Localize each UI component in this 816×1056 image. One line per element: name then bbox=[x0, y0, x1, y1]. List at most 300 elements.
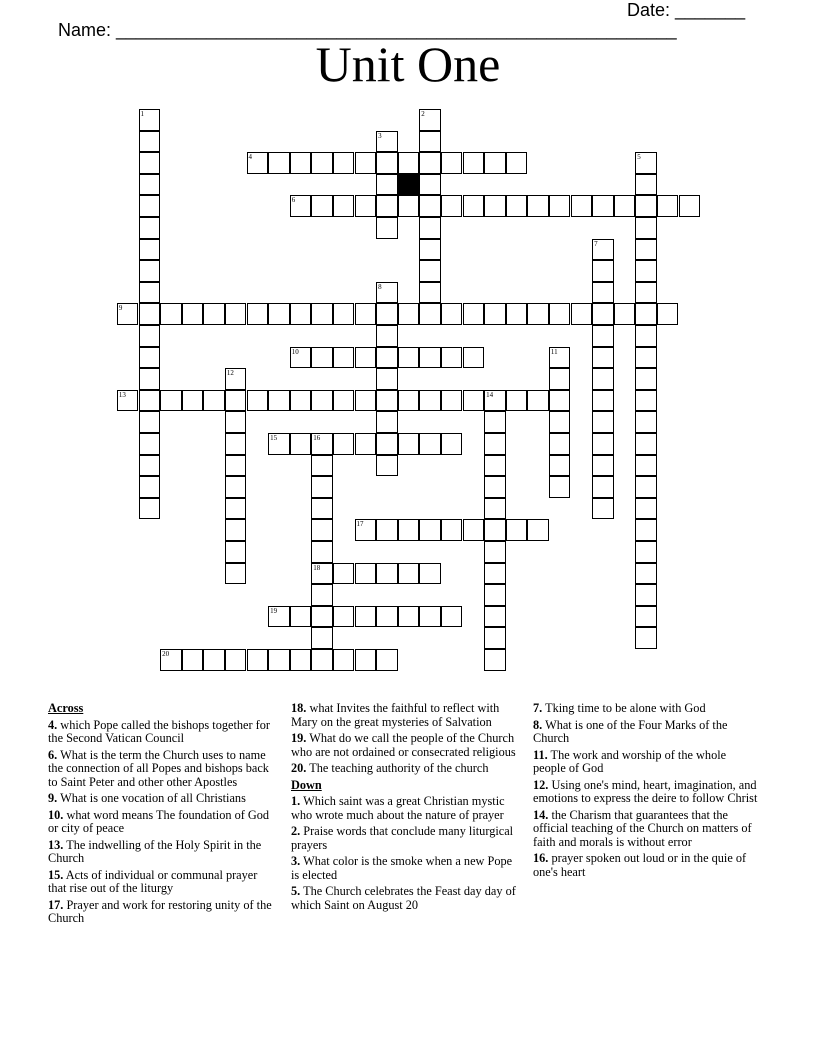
grid-cell[interactable] bbox=[398, 347, 420, 369]
grid-cell[interactable] bbox=[419, 109, 441, 131]
clue-number: 14 bbox=[486, 390, 494, 399]
grid-cell[interactable] bbox=[592, 498, 614, 520]
grid-cell[interactable] bbox=[311, 649, 333, 671]
grid-cell[interactable] bbox=[225, 498, 247, 520]
page-title: Unit One bbox=[315, 36, 501, 92]
clue-item-text: Tking time to be alone with God bbox=[542, 701, 706, 715]
grid-cell[interactable] bbox=[592, 260, 614, 282]
grid-cell[interactable] bbox=[311, 563, 333, 585]
grid-cell[interactable] bbox=[311, 455, 333, 477]
grid-cell[interactable] bbox=[419, 260, 441, 282]
grid-cell[interactable] bbox=[225, 563, 247, 585]
clue-item-text: What is the term the Church uses to name the connection of all Popes and bishops back to Saint Peter and other other Apostles bbox=[48, 747, 269, 789]
clue-item bbox=[291, 885, 519, 912]
grid-cell[interactable] bbox=[398, 390, 420, 412]
grid-cell[interactable] bbox=[225, 455, 247, 477]
grid-cell[interactable] bbox=[311, 152, 333, 174]
grid-cell[interactable] bbox=[657, 303, 679, 325]
clue-item-text: Praise words that conclude many liturgical prayers bbox=[291, 824, 514, 852]
grid-cell[interactable] bbox=[311, 347, 333, 369]
grid-cell[interactable] bbox=[484, 455, 506, 477]
grid-cell[interactable] bbox=[635, 541, 657, 563]
clue-item-number: 2. bbox=[291, 824, 301, 838]
grid-cell[interactable] bbox=[311, 627, 333, 649]
grid-cell[interactable] bbox=[419, 519, 441, 541]
clue-item bbox=[533, 702, 761, 716]
grid-cell[interactable] bbox=[139, 455, 161, 477]
clue-number: 4 bbox=[248, 153, 252, 162]
grid-cell[interactable] bbox=[160, 390, 182, 412]
grid-cell[interactable] bbox=[311, 195, 333, 217]
clue-item bbox=[48, 869, 276, 896]
grid-cell[interactable] bbox=[139, 195, 161, 217]
grid-cell[interactable] bbox=[376, 411, 398, 433]
clue-item-number: 8. bbox=[533, 717, 543, 732]
clue-item bbox=[48, 749, 276, 790]
grid-cell[interactable] bbox=[225, 519, 247, 541]
grid-cell[interactable] bbox=[635, 476, 657, 498]
grid-cell[interactable] bbox=[484, 563, 506, 585]
clue-item bbox=[533, 749, 761, 776]
grid-cell[interactable] bbox=[311, 390, 333, 412]
grid-cell[interactable] bbox=[549, 433, 571, 455]
clue-item bbox=[291, 795, 519, 822]
grid-cell[interactable] bbox=[268, 606, 290, 628]
grid-cell[interactable] bbox=[139, 347, 161, 369]
clue-item-number: 6. bbox=[48, 747, 58, 762]
grid-cell[interactable] bbox=[139, 390, 161, 412]
clue-item-text: The Church celebrates the Feast day day of which Saint on August 20 bbox=[291, 884, 516, 912]
grid-cell[interactable] bbox=[290, 347, 312, 369]
grid-cell[interactable] bbox=[290, 195, 312, 217]
grid-cell[interactable] bbox=[635, 303, 657, 325]
grid-cell[interactable] bbox=[527, 303, 549, 325]
clue-item bbox=[48, 792, 276, 806]
grid-cell[interactable] bbox=[463, 347, 485, 369]
grid-cell[interactable] bbox=[484, 627, 506, 649]
grid-cell[interactable] bbox=[635, 563, 657, 585]
grid-cell[interactable] bbox=[355, 390, 377, 412]
grid-cell[interactable] bbox=[549, 476, 571, 498]
grid-cell[interactable] bbox=[635, 411, 657, 433]
grid-cell[interactable] bbox=[355, 519, 377, 541]
clue-item bbox=[48, 719, 276, 746]
grid-cell[interactable] bbox=[225, 476, 247, 498]
grid-cell[interactable] bbox=[635, 282, 657, 304]
clue-item-number: 20. bbox=[291, 761, 307, 775]
grid-cell[interactable] bbox=[635, 519, 657, 541]
grid-cell[interactable] bbox=[203, 390, 225, 412]
clue-item-number: 11. bbox=[533, 747, 548, 762]
grid-cell[interactable] bbox=[139, 152, 161, 174]
grid-cell[interactable] bbox=[268, 649, 290, 671]
grid-cell[interactable] bbox=[527, 519, 549, 541]
grid-cell[interactable] bbox=[635, 325, 657, 347]
grid-cell[interactable] bbox=[419, 282, 441, 304]
grid-cell[interactable] bbox=[635, 239, 657, 261]
grid-cell[interactable] bbox=[376, 519, 398, 541]
grid-cell[interactable] bbox=[225, 541, 247, 563]
grid-cell[interactable] bbox=[484, 152, 506, 174]
grid-cell[interactable] bbox=[592, 195, 614, 217]
clue-item bbox=[291, 702, 519, 729]
clue-number: 20 bbox=[162, 650, 170, 658]
clue-item bbox=[533, 852, 761, 879]
grid-cell[interactable] bbox=[333, 649, 355, 671]
clue-number: 17 bbox=[356, 520, 364, 529]
grid-cell[interactable] bbox=[635, 498, 657, 520]
grid-cell[interactable] bbox=[571, 195, 593, 217]
clue-number: 18 bbox=[313, 563, 321, 572]
grid-cell[interactable] bbox=[139, 498, 161, 520]
grid-cell[interactable] bbox=[139, 282, 161, 304]
grid-cell[interactable] bbox=[419, 347, 441, 369]
grid-cell[interactable] bbox=[268, 390, 290, 412]
grid-cell[interactable] bbox=[635, 627, 657, 649]
grid-cell[interactable] bbox=[592, 368, 614, 390]
grid-cell[interactable] bbox=[355, 303, 377, 325]
clue-item-text: What is one of the Four Marks of the Church bbox=[533, 717, 728, 745]
grid-cell[interactable] bbox=[679, 195, 701, 217]
grid-cell[interactable] bbox=[398, 152, 420, 174]
grid-cell[interactable] bbox=[506, 519, 528, 541]
clue-number: 19 bbox=[270, 606, 278, 615]
grid-cell[interactable] bbox=[441, 390, 463, 412]
grid-cell[interactable] bbox=[376, 303, 398, 325]
grid-cell[interactable] bbox=[484, 584, 506, 606]
grid-cell[interactable] bbox=[225, 390, 247, 412]
grid-cell[interactable] bbox=[203, 649, 225, 671]
grid-cell[interactable] bbox=[549, 390, 571, 412]
grid-cell[interactable] bbox=[268, 433, 290, 455]
grid-cell[interactable] bbox=[398, 519, 420, 541]
grid-cell[interactable] bbox=[290, 390, 312, 412]
down-clue-list bbox=[291, 795, 519, 912]
across-clue-list bbox=[48, 719, 276, 926]
grid-cell[interactable] bbox=[635, 217, 657, 239]
grid-cell[interactable] bbox=[635, 455, 657, 477]
grid-cell[interactable] bbox=[376, 195, 398, 217]
grid-cell[interactable] bbox=[398, 606, 420, 628]
clue-item-text: Using one's mind, heart, imagination, and emotions to express the deire to follow Christ bbox=[533, 777, 758, 805]
grid-cell[interactable] bbox=[139, 260, 161, 282]
grid-cell[interactable] bbox=[614, 303, 636, 325]
grid-cell[interactable] bbox=[398, 433, 420, 455]
grid-cell[interactable] bbox=[311, 476, 333, 498]
grid-cell[interactable] bbox=[419, 174, 441, 196]
clue-item-number: 9. bbox=[48, 791, 58, 805]
grid-cell[interactable] bbox=[139, 131, 161, 153]
grid-cell[interactable] bbox=[398, 303, 420, 325]
grid-cell[interactable] bbox=[549, 455, 571, 477]
grid-cell[interactable] bbox=[355, 649, 377, 671]
clue-item bbox=[48, 809, 276, 836]
grid-cell[interactable] bbox=[441, 433, 463, 455]
grid-cell[interactable] bbox=[614, 195, 636, 217]
date-field[interactable]: Date: _______ bbox=[627, 0, 746, 20]
grid-cell[interactable] bbox=[182, 303, 204, 325]
clue-item-text: Prayer and work for restoring unity of the Church bbox=[48, 897, 272, 925]
grid-cell[interactable] bbox=[376, 282, 398, 304]
grid-cell[interactable] bbox=[160, 649, 182, 671]
grid-cell[interactable] bbox=[506, 390, 528, 412]
grid-cell[interactable] bbox=[441, 303, 463, 325]
clue-item-number: 13. bbox=[48, 837, 64, 852]
clue-item bbox=[291, 825, 519, 852]
grid-cell[interactable] bbox=[355, 195, 377, 217]
clue-item-number: 15. bbox=[48, 867, 64, 882]
grid-cell[interactable] bbox=[311, 584, 333, 606]
grid-cell[interactable] bbox=[463, 390, 485, 412]
grid-cell[interactable] bbox=[311, 303, 333, 325]
grid-cell[interactable] bbox=[592, 282, 614, 304]
grid-cell[interactable] bbox=[376, 433, 398, 455]
clue-item bbox=[48, 839, 276, 866]
grid-cell[interactable] bbox=[225, 368, 247, 390]
clue-item bbox=[48, 899, 276, 926]
grid-cell[interactable] bbox=[527, 195, 549, 217]
grid-cell[interactable] bbox=[376, 325, 398, 347]
grid-cell[interactable] bbox=[355, 606, 377, 628]
grid-cell[interactable] bbox=[355, 347, 377, 369]
grid-cell[interactable] bbox=[592, 347, 614, 369]
grid-cell[interactable] bbox=[333, 152, 355, 174]
grid-cell[interactable] bbox=[182, 649, 204, 671]
grid-cell[interactable] bbox=[247, 649, 269, 671]
clue-item-text: The work and worship of the whole people of God bbox=[533, 747, 727, 775]
grid-cell[interactable] bbox=[376, 563, 398, 585]
grid-cell[interactable] bbox=[333, 303, 355, 325]
grid-cell[interactable] bbox=[549, 303, 571, 325]
grid-cell[interactable] bbox=[203, 303, 225, 325]
grid-cell[interactable] bbox=[117, 303, 139, 325]
clue-item-number: 4. bbox=[48, 717, 58, 732]
name-field[interactable]: Name: ________________________________________________________ bbox=[58, 20, 677, 40]
grid-cell[interactable] bbox=[333, 347, 355, 369]
grid-cell[interactable] bbox=[635, 390, 657, 412]
grid-cell[interactable] bbox=[376, 368, 398, 390]
grid-cell[interactable] bbox=[139, 433, 161, 455]
grid-cell[interactable] bbox=[484, 541, 506, 563]
grid-cell[interactable] bbox=[225, 433, 247, 455]
grid-cell[interactable] bbox=[419, 563, 441, 585]
clue-number: 6 bbox=[291, 196, 296, 205]
grid-cell[interactable] bbox=[419, 433, 441, 455]
grid-cell[interactable] bbox=[592, 325, 614, 347]
clue-item-number: 10. bbox=[48, 807, 64, 822]
clue-item-number: 12. bbox=[533, 777, 549, 792]
grid-cell[interactable] bbox=[484, 649, 506, 671]
grid-cell[interactable] bbox=[441, 195, 463, 217]
grid-cell[interactable] bbox=[311, 433, 333, 455]
grid-cell[interactable] bbox=[247, 152, 269, 174]
grid-cell[interactable] bbox=[635, 174, 657, 196]
grid-cell[interactable] bbox=[247, 390, 269, 412]
grid-cell[interactable] bbox=[290, 433, 312, 455]
grid-cell[interactable] bbox=[311, 541, 333, 563]
grid-cell[interactable] bbox=[549, 368, 571, 390]
clue-item-text: The indwelling of the Holy Spirit in the Church bbox=[48, 837, 262, 865]
grid-cell[interactable] bbox=[160, 303, 182, 325]
clue-item-text: what word means The foundation of God or city of peace bbox=[48, 807, 270, 835]
clue-item-number: 5. bbox=[291, 884, 301, 898]
grid-cell[interactable] bbox=[139, 325, 161, 347]
grid-cell[interactable] bbox=[419, 303, 441, 325]
grid-cell[interactable] bbox=[635, 260, 657, 282]
grid-cell[interactable] bbox=[247, 303, 269, 325]
grid-cell[interactable] bbox=[376, 606, 398, 628]
clues-column-3 bbox=[533, 702, 761, 882]
clue-item-number: 16. bbox=[533, 851, 549, 865]
grid-cell[interactable] bbox=[139, 174, 161, 196]
grid-cell[interactable] bbox=[419, 195, 441, 217]
grid-cell[interactable] bbox=[506, 152, 528, 174]
clue-item-text: What is one vocation of all Christians bbox=[57, 791, 246, 805]
grid-cell[interactable] bbox=[506, 195, 528, 217]
grid-cell[interactable] bbox=[139, 109, 161, 131]
grid-cell[interactable] bbox=[225, 303, 247, 325]
grid-cell[interactable] bbox=[290, 606, 312, 628]
grid-cell[interactable] bbox=[376, 152, 398, 174]
grid-cell[interactable] bbox=[139, 368, 161, 390]
grid-cell[interactable] bbox=[139, 239, 161, 261]
grid-cell[interactable] bbox=[376, 455, 398, 477]
grid-cell[interactable] bbox=[376, 174, 398, 196]
grid-cell[interactable] bbox=[635, 606, 657, 628]
grid-cell[interactable] bbox=[398, 195, 420, 217]
grid-cell[interactable] bbox=[311, 606, 333, 628]
clue-number: 11 bbox=[550, 347, 558, 356]
grid-cell[interactable] bbox=[549, 195, 571, 217]
clue-item-text: prayer spoken out loud or in the quie of one's heart bbox=[533, 851, 747, 879]
grid-cell[interactable] bbox=[355, 563, 377, 585]
grid-cell[interactable] bbox=[484, 476, 506, 498]
grid-cell[interactable] bbox=[635, 347, 657, 369]
grid-cell[interactable] bbox=[463, 519, 485, 541]
grid-cell[interactable] bbox=[441, 347, 463, 369]
grid-cell[interactable] bbox=[463, 303, 485, 325]
grid-cell[interactable] bbox=[592, 239, 614, 261]
grid-cell[interactable] bbox=[592, 411, 614, 433]
grid-cell[interactable] bbox=[376, 217, 398, 239]
grid-cell[interactable] bbox=[419, 390, 441, 412]
clue-number: 15 bbox=[270, 434, 278, 442]
clue-item-number: 18. bbox=[291, 701, 307, 715]
grid-cell[interactable] bbox=[463, 195, 485, 217]
grid-cell[interactable] bbox=[635, 433, 657, 455]
grid-cell[interactable] bbox=[484, 519, 506, 541]
grid-cell[interactable] bbox=[484, 303, 506, 325]
grid-cell[interactable] bbox=[268, 303, 290, 325]
grid-cell[interactable] bbox=[592, 433, 614, 455]
grid-cell[interactable] bbox=[333, 433, 355, 455]
grid-cell[interactable] bbox=[398, 563, 420, 585]
grid-cell[interactable] bbox=[333, 195, 355, 217]
clue-number: 10 bbox=[291, 347, 299, 356]
clue-number: 3 bbox=[378, 131, 382, 140]
across-heading: Across bbox=[48, 701, 84, 715]
grid-cell[interactable] bbox=[290, 152, 312, 174]
grid-cell[interactable] bbox=[635, 368, 657, 390]
down-heading: Down bbox=[291, 777, 322, 792]
grid-cell[interactable] bbox=[592, 303, 614, 325]
grid-cell[interactable] bbox=[333, 390, 355, 412]
clue-number: 16 bbox=[313, 434, 321, 442]
grid-cell[interactable] bbox=[376, 390, 398, 412]
clue-item bbox=[533, 719, 761, 746]
clue-item-text: which Pope called the bishops together for the Second Vatican Council bbox=[48, 717, 270, 745]
grid-cell[interactable] bbox=[139, 476, 161, 498]
grid-cell[interactable] bbox=[290, 303, 312, 325]
grid-cell[interactable] bbox=[311, 498, 333, 520]
grid-cell[interactable] bbox=[355, 433, 377, 455]
grid-cell[interactable] bbox=[484, 498, 506, 520]
grid-cell[interactable] bbox=[268, 152, 290, 174]
grid-cell[interactable] bbox=[635, 195, 657, 217]
grid-cell[interactable] bbox=[592, 390, 614, 412]
grid-cell[interactable] bbox=[441, 519, 463, 541]
grid-cell[interactable] bbox=[182, 390, 204, 412]
grid-cell[interactable] bbox=[441, 606, 463, 628]
grid-cell[interactable] bbox=[635, 152, 657, 174]
grid-cell[interactable] bbox=[657, 195, 679, 217]
clue-item-number: 14. bbox=[533, 807, 549, 822]
grid-cell[interactable] bbox=[506, 303, 528, 325]
grid-cell[interactable] bbox=[225, 649, 247, 671]
grid-cell[interactable] bbox=[225, 411, 247, 433]
grid-cell[interactable] bbox=[376, 131, 398, 153]
grid-cell[interactable] bbox=[484, 606, 506, 628]
grid-cell[interactable] bbox=[484, 433, 506, 455]
clue-item-text: What color is the smoke when a new Pope is elected bbox=[291, 854, 513, 882]
grid-cell[interactable] bbox=[419, 152, 441, 174]
clue-item-text: Acts of individual or communal prayer that rise out of the liturgy bbox=[48, 867, 258, 895]
grid-cell[interactable] bbox=[484, 411, 506, 433]
grid-cell[interactable] bbox=[311, 519, 333, 541]
grid-cell[interactable] bbox=[635, 584, 657, 606]
grid-cell[interactable] bbox=[355, 152, 377, 174]
clue-item-text: Which saint was a great Christian mystic who wrote much about the nature of prayer bbox=[291, 794, 505, 822]
grid-cell[interactable] bbox=[139, 303, 161, 325]
clue-item-number: 17. bbox=[48, 897, 64, 912]
grid-cell[interactable] bbox=[139, 411, 161, 433]
grid-cell[interactable] bbox=[419, 131, 441, 153]
grid-cell[interactable] bbox=[333, 606, 355, 628]
grid-cell[interactable] bbox=[527, 390, 549, 412]
grid-cell[interactable] bbox=[117, 390, 139, 412]
grid-cell[interactable] bbox=[549, 411, 571, 433]
grid-cell[interactable] bbox=[441, 152, 463, 174]
grid-cell[interactable] bbox=[484, 195, 506, 217]
grid-cell[interactable] bbox=[592, 455, 614, 477]
grid-cell[interactable] bbox=[419, 239, 441, 261]
grid-cell[interactable] bbox=[571, 303, 593, 325]
clue-item-text: the Charism that guarantees that the official teaching of the Church on matters of faith and morals is without error bbox=[533, 807, 752, 849]
grid-cell[interactable] bbox=[419, 217, 441, 239]
clue-item-text: The teaching authority of the church bbox=[306, 761, 489, 775]
grid-cell[interactable] bbox=[376, 649, 398, 671]
clue-number: 1 bbox=[140, 110, 144, 118]
grid-cell[interactable] bbox=[139, 217, 161, 239]
grid-cell[interactable] bbox=[333, 563, 355, 585]
grid-cell[interactable] bbox=[290, 649, 312, 671]
grid-cell[interactable] bbox=[419, 606, 441, 628]
grid-cell[interactable] bbox=[592, 476, 614, 498]
grid-cell[interactable] bbox=[463, 152, 485, 174]
grid-cell[interactable] bbox=[376, 347, 398, 369]
grid-cell[interactable] bbox=[484, 390, 506, 412]
grid-cell[interactable] bbox=[549, 347, 571, 369]
